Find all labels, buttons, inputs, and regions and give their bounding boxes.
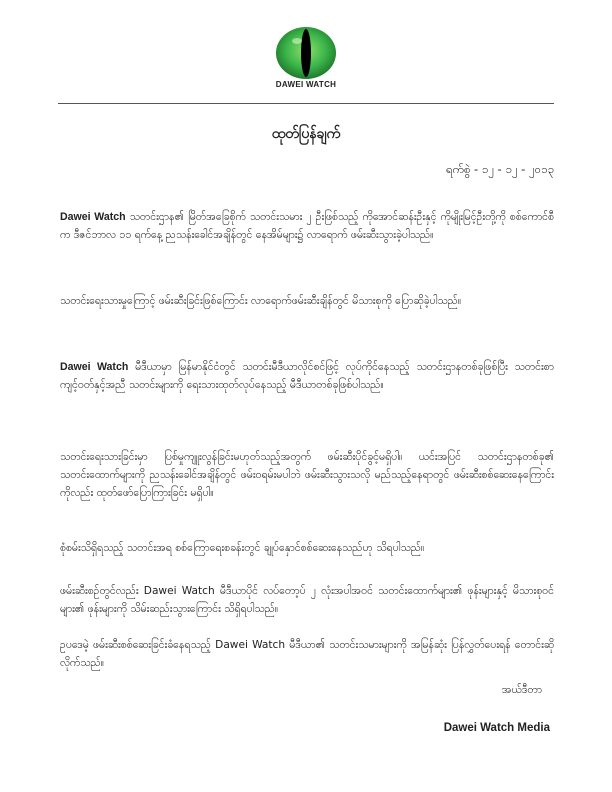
- header-divider: [58, 103, 554, 104]
- paragraph-5: စုံစမ်းသိရှိရသည့် သတင်းအရ စစ်ကြောရေးစခန်းတွင် ချုပ်နှောင်စစ်ဆေးနေသည်ဟု သိရပါသည်။: [60, 542, 425, 554]
- document-title: ထုတ်ပြန်ချက်: [271, 126, 341, 142]
- paragraph-3: Dawei Watch မီဒီယာမှာ မြန်မာနိုင်ငံတွင် သတင်းမီဒီယာလိုင်စင်ဖြင့် လုပ်ကိုင်နေသည့် သတင်းဌာနတစ်ခုဖြစ်ပြီး သတင်းစာကျင့်ဝတ်နှင့်အညီ သတင်းများကို ရေးသားထုတ်လုပ်နေသည့် မီဒီယာတစ်ခုဖြစ်ပါသည်။: [60, 361, 554, 391]
- paragraph-6: ဖမ်းဆီးစဉ်တွင်လည်း Dawei Watch မီဒီယာပိုင် လပ်တော့ပ် ၂ လုံးအပါအဝင် သတင်းထောက်များ၏ ဖုန်းများနှင့် မိသားစုဝင်များ၏ ဖုန်းများကို သိမ်းဆည်းသွားကြောင်း သိရှိရပါသည်။: [60, 585, 554, 615]
- signature: Dawei Watch Media: [443, 722, 550, 734]
- paragraph-2: သတင်းရေးသားမှုကြောင့် ဖမ်းဆီးခြင်းဖြစ်ကြောင်း လာရောက်ဖမ်းဆီးချိန်တွင် မိသားစုကို ပြောဆိုခဲ့ပါသည်။: [60, 295, 462, 307]
- org-name: DAWEI WATCH: [275, 80, 337, 89]
- closing-editor: အယ်ဒီတာ: [501, 684, 542, 696]
- document-date: ရက်စွဲ - ၁၂ - ၁၂ - ၂၀၁၃: [446, 162, 554, 176]
- paragraph-7: ဥပဒေမဲ့ ဖမ်းဆီးစစ်ဆေးခြင်းခံနေရသည့် Dawei Watch မီဒီယာ၏ သတင်းသမားများကို အမြန်ဆုံး ပြန်လွှတ်ပေးရန် တောင်းဆိုလိုက်သည်။: [60, 639, 554, 669]
- paragraph-4: သတင်းရေးသားခြင်းမှာ ပြစ်မှုကျူးလွန်ခြင်းမဟုတ်သည့်အတွက် ဖမ်းဆီးပိုင်ခွင့်မရှိပါ။ ယင်းအပြင် သတင်းဌာနတစ်ခု၏ သတင်းထောက်များကို ညသန်းခေါင်အချိန်တွင် ဖမ်းဝရမ်းမပါဘဲ ဖမ်းဆီးသွားသလို မည်သည့်နေရာတွင် ဖမ်းဆီးစစ်ဆေးနေကြောင်းကိုလည်း ထုတ်ဖော်ပြောကြားခြင်း မရှိပါ။: [60, 451, 554, 499]
- paragraph-1: Dawei Watch သတင်းဌာန၏ မြိတ်အခြေစိုက် သတင်းသမား ၂ ဦးဖြစ်သည့် ကိုအောင်ဆန်းဦးနှင့် ကိုမျိုးမြင့်ဦးတို့ကို စစ်ကောင်စီက ဒီဇင်ဘာလ ၁၁ ရက်နေ့ ညသန်းခေါင်အချိန်တွင် နေအိမ်များ၌ လာရောက် ဖမ်းဆီးသွားခဲ့ပါသည်။: [60, 211, 555, 241]
- dawei-watch-eye-logo: [273, 24, 339, 84]
